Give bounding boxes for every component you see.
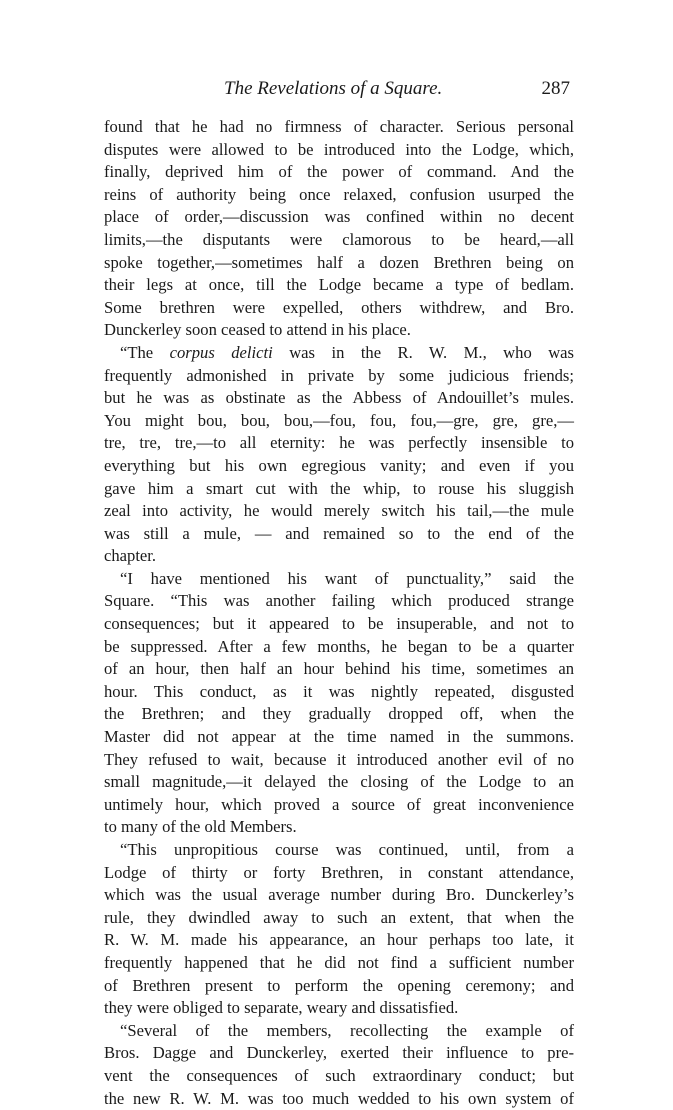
text-line: You might bou, bou, bou,—fou, fou, fou,—gre, gre, gre,— bbox=[104, 410, 574, 430]
text-line: Bros. Dagge and Dunckerley, exerted their influence to pre- bbox=[104, 1043, 574, 1063]
text-line: be suppressed. After a few months, he began to be a quarter bbox=[104, 636, 574, 656]
text-line: spoke together,—sometimes half a dozen Brethren being on bbox=[104, 252, 574, 272]
text-line: place of order,—discussion was confined within no decent bbox=[104, 207, 574, 227]
text-line: rule, they dwindled away to such an extent, that when the bbox=[104, 907, 574, 927]
text-line: vent the consequences of such extraordinary conduct; but bbox=[104, 1065, 574, 1085]
text-line: reins of authority being once relaxed, confusion usurped the bbox=[104, 184, 574, 204]
text-line: the Brethren; and they gradually dropped off, when the bbox=[104, 704, 574, 724]
text-line: chapter. bbox=[104, 546, 157, 566]
text-line: gave him a smart cut with the whip, to rouse his sluggish bbox=[104, 478, 574, 498]
italic-phrase: corpus delicti bbox=[169, 342, 273, 362]
text-line: “This unpropitious course was continued, until, from a bbox=[120, 840, 574, 859]
text-line: tre, tre, tre,—to all eternity: he was perfectly insensible to bbox=[104, 433, 574, 453]
text-line: untimely hour, which proved a source of great inconvenience bbox=[104, 794, 574, 814]
page-number: 287 bbox=[541, 78, 570, 99]
text-line: was still a mule, — and remained so to the end of the bbox=[104, 523, 574, 543]
text-line: the new R. W. M. was too much wedded to his own system of bbox=[104, 1088, 574, 1108]
text-line: to many of the old Members. bbox=[104, 817, 297, 837]
text-line: Master did not appear at the time named in the summons. bbox=[104, 727, 574, 747]
text-line: they were obliged to separate, weary and dissatisfied. bbox=[104, 998, 459, 1018]
text-line: found that he had no firmness of character. Serious personal bbox=[104, 117, 574, 136]
book-page bbox=[104, 78, 574, 1110]
text-line: “Several of the members, recollecting the example of bbox=[120, 1020, 574, 1040]
text-line: of Brethren present to perform the opening ceremony; and bbox=[104, 975, 574, 995]
text-line: frequently happened that he did not find a sufficient number bbox=[104, 952, 574, 972]
text-line: hour. This conduct, as it was nightly repeated, disgusted bbox=[104, 681, 574, 701]
text-line: frequently admonished in private by some judicious friends; bbox=[104, 365, 574, 385]
text-line: “I have mentioned his want of punctuality,” said the bbox=[120, 568, 574, 588]
body-text bbox=[104, 116, 574, 1110]
text-line: “The corpus delicti was in the R. W. M., who was bbox=[120, 342, 575, 362]
text-line: R. W. M. made his appearance, an hour perhaps too late, it bbox=[104, 930, 574, 950]
text-line: finally, deprived him of the power of command. And the bbox=[104, 162, 574, 182]
text-line: which was the usual average number during Bro. Dunckerley’s bbox=[104, 885, 574, 905]
text-line: their legs at once, till the Lodge became a type of bedlam. bbox=[104, 275, 574, 295]
text-line: of an hour, then half an hour behind his time, sometimes an bbox=[104, 659, 574, 679]
text-line: but he was as obstinate as the Abbess of Andouillet’s mules. bbox=[104, 388, 574, 408]
text-line: Lodge of thirty or forty Brethren, in constant attendance, bbox=[104, 862, 574, 882]
text-line: small magnitude,—it delayed the closing of the Lodge to an bbox=[104, 772, 574, 792]
text-line: everything but his own egregious vanity; and even if you bbox=[104, 455, 574, 475]
running-title: The Revelations of a Square. bbox=[224, 78, 443, 99]
text-line: consequences; but it appeared to be insuperable, and not to bbox=[104, 614, 574, 634]
text-line: limits,—the disputants were clamorous to be heard,—all bbox=[104, 229, 574, 249]
text-line: zeal into activity, he would merely switch his tail,—the mule bbox=[104, 501, 574, 521]
text-line: They refused to wait, because it introduced another evil of no bbox=[104, 749, 574, 769]
text-line: Square. “This was another failing which produced strange bbox=[104, 591, 574, 611]
running-head bbox=[104, 78, 574, 106]
text-line: Some brethren were expelled, others withdrew, and Bro. bbox=[104, 297, 574, 317]
text-line: disputes were allowed to be introduced into the Lodge, which, bbox=[104, 139, 574, 159]
text-line: Dunckerley soon ceased to attend in his place. bbox=[104, 320, 411, 340]
